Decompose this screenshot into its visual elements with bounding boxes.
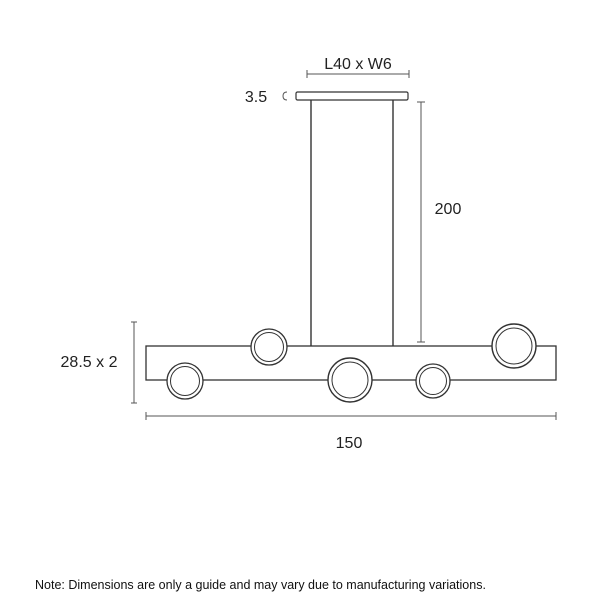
- ring-light-5: [492, 324, 536, 368]
- ring-light-3: [328, 358, 372, 402]
- canopy-height-label: 3.5: [244, 89, 268, 106]
- suspension-cables: [311, 100, 393, 346]
- body-height-dimension: [131, 322, 137, 403]
- dimensions-note: Note: Dimensions are only a guide and may vary due to manufacturing variations.: [35, 578, 486, 592]
- canopy-height-bracket: [283, 92, 287, 100]
- drop-dimension-label: 200: [434, 201, 462, 218]
- length-dimension-label: 150: [335, 435, 363, 452]
- drop-dimension: [417, 102, 425, 342]
- canopy-plate: [296, 92, 408, 100]
- body-height-label: 28.5 x 2: [60, 354, 118, 371]
- canopy-dimension-label: L40 x W6: [324, 56, 392, 73]
- ring-light-4: [416, 364, 450, 398]
- ring-light-2: [251, 329, 287, 365]
- length-dimension: [146, 412, 556, 420]
- ring-light-1: [167, 363, 203, 399]
